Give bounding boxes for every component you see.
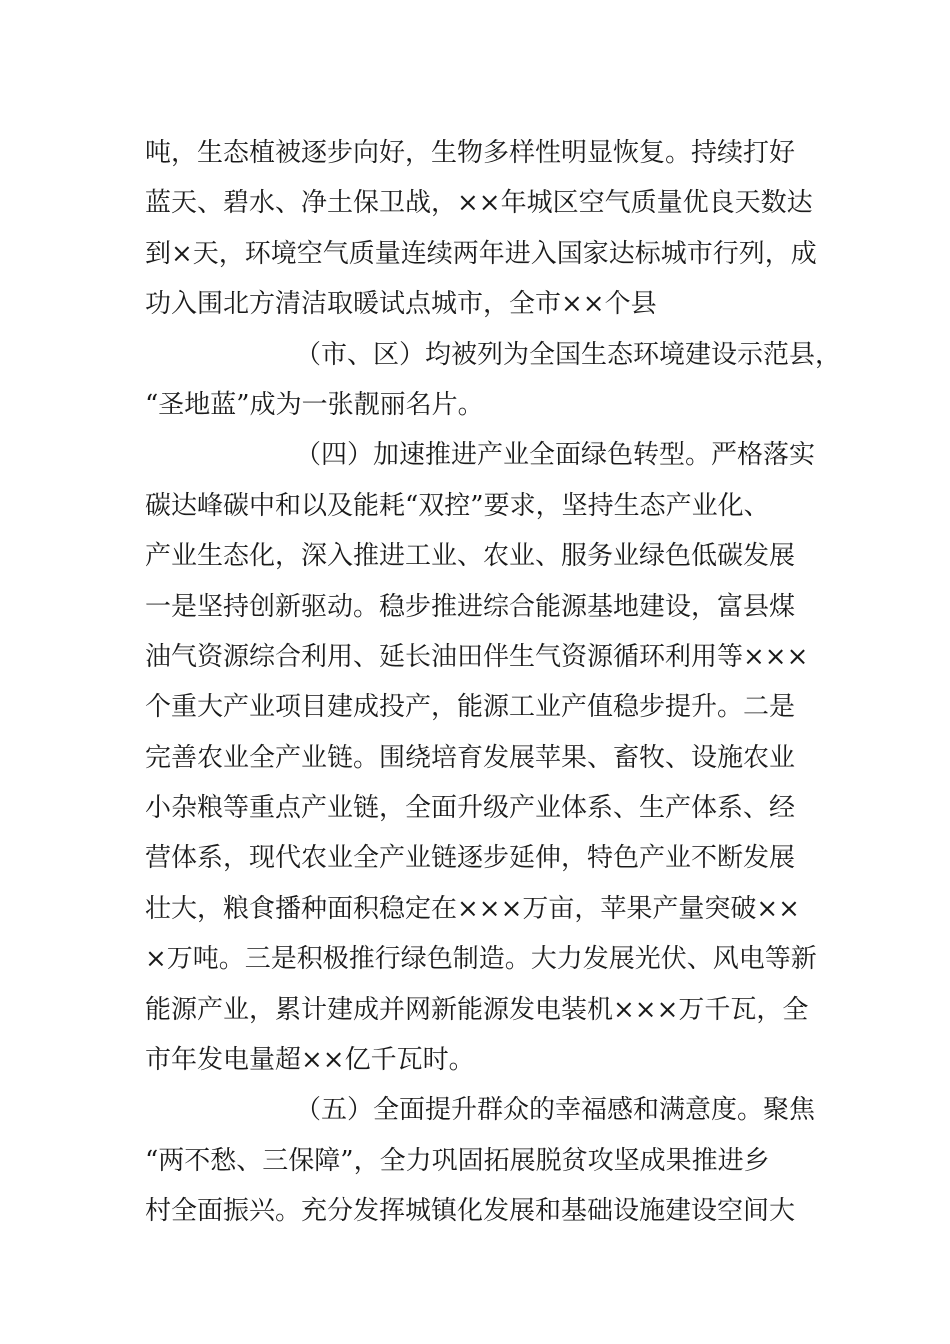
body-line: 产业生态化，深入推进工业、农业、服务业绿色低碳发展 xyxy=(145,541,796,572)
section-heading-line: （五）全面提升群众的幸福感和满意度。聚焦 xyxy=(295,1095,816,1126)
body-line: 碳达峰碳中和以及能耗“双控”要求，坚持生态产业化、 xyxy=(145,490,770,521)
body-line: ×万吨。三是积极推行绿色制造。大力发展光伏、风电等新 xyxy=(145,944,817,975)
body-line: 营体系，现代农业全产业链逐步延伸，特色产业不断发展 xyxy=(145,843,796,874)
body-line: 一是坚持创新驱动。稳步推进综合能源基地建设，富县煤 xyxy=(145,591,796,622)
body-line: 到×天，环境空气质量连续两年进入国家达标城市行列，成 xyxy=(145,238,817,269)
body-line: 完善农业全产业链。围绕培育发展苹果、畜牧、设施农业 xyxy=(145,742,796,773)
body-line: 油气资源综合利用、延长油田伴生气资源循环利用等××× xyxy=(145,641,809,672)
body-line: 小杂粮等重点产业链，全面升级产业体系、生产体系、经 xyxy=(145,793,796,824)
body-line: 蓝天、碧水、净土保卫战，××年城区空气质量优良天数达 xyxy=(145,188,813,219)
body-line: 功入围北方清洁取暖试点城市，全市××个县 xyxy=(145,289,657,320)
body-line: 壮大，粮食播种面积稳定在×××万亩，苹果产量突破×× xyxy=(145,893,800,924)
body-line: 村全面振兴。充分发挥城镇化发展和基础设施建设空间大 xyxy=(145,1196,796,1227)
body-line: 市年发电量超××亿千瓦时。 xyxy=(145,1045,475,1076)
body-line: 吨，生态植被逐步向好，生物多样性明显恢复。持续打好 xyxy=(145,138,796,168)
body-line: “圣地蓝”成为一张靓丽名片。 xyxy=(145,389,484,420)
body-line-indented: （市、区）均被列为全国生态环境建设示范县， xyxy=(295,339,842,370)
body-line: “两不愁、三保障”，全力巩固拓展脱贫攻坚成果推进乡 xyxy=(145,1145,770,1176)
body-line: 能源产业，累计建成并网新能源发电装机×××万千瓦，全 xyxy=(145,994,809,1025)
document-body xyxy=(145,128,842,1237)
section-heading-line: （四）加速推进产业全面绿色转型。严格落实 xyxy=(295,440,816,471)
body-line: 个重大产业项目建成投产，能源工业产值稳步提升。二是 xyxy=(145,692,796,723)
